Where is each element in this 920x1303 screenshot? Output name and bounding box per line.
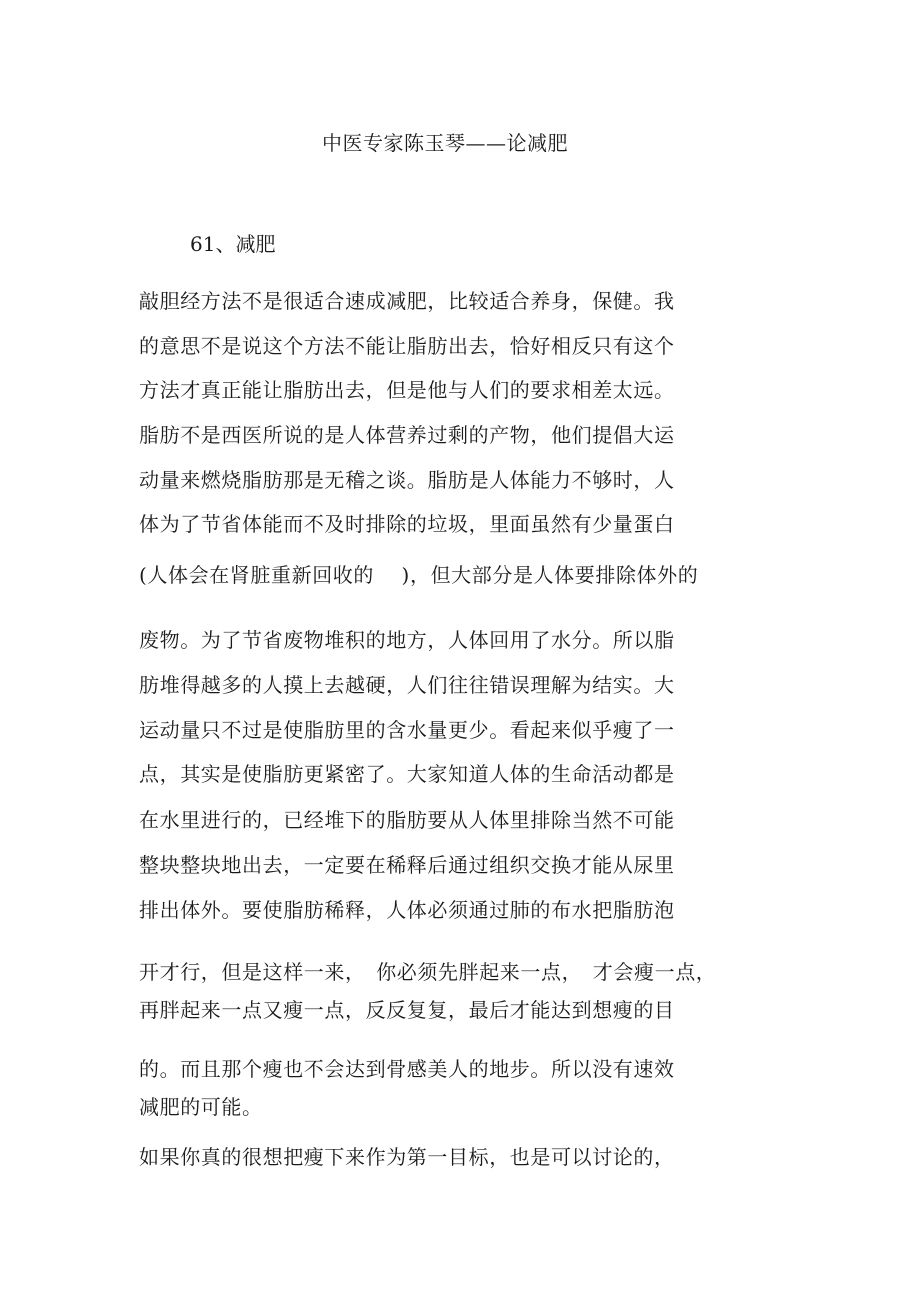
body-text-line: 动量来燃烧脂肪那是无稽之谈。脂肪是人体能力不够时，人 [139,468,675,492]
body-text-line: 脂肪不是西医所说的是人体营养过剩的产物，他们提倡大运 [139,423,675,447]
body-text-line: 开才行，但是这样一来， 你必须先胖起来一点， 才会瘦一点， [139,960,717,984]
body-text-line: 肪堆得越多的人摸上去越硬，人们往往错误理解为结实。大 [139,673,675,697]
body-text-line: 点，其实是使脂肪更紧密了。大家知道人体的生命活动都是 [139,762,675,786]
document-title: 中医专家陈玉琴——论减肥 [322,131,568,155]
body-text-line: 方法才真正能让脂肪出去，但是他与人们的要求相差太远。 [139,378,675,402]
body-text-line: 废物。为了节省废物堆积的地方，人体回用了水分。所以脂 [139,628,675,652]
body-text-line: 排出体外。要使脂肪稀释，人体必须通过肺的布水把脂肪泡 [139,898,675,922]
body-text-line: (人体会在肾脏重新回收的 )，但大部分是人体要排除体外的 [139,563,699,587]
body-text-line: 体为了节省体能而不及时排除的垃圾，里面虽然有少量蛋白 [139,512,675,536]
body-text-line: 的。而且那个瘦也不会达到骨感美人的地步。所以没有速效 [139,1057,675,1081]
section-heading: 61、减肥 [190,232,276,256]
body-text-line: 如果你真的很想把瘦下来作为第一目标，也是可以讨论的， [139,1145,675,1169]
body-text-line: 运动量只不过是使脂肪里的含水量更少。看起来似乎瘦了一 [139,718,675,742]
body-text-line: 的意思不是说这个方法不能让脂肪出去，恰好相反只有这个 [139,334,675,358]
body-text-line: 再胖起来一点又瘦一点，反反复复，最后才能达到想瘦的目 [139,998,675,1022]
body-text-line: 在水里进行的，已经堆下的脂肪要从人体里排除当然不可能 [139,808,675,832]
body-text-line: 整块整块地出去，一定要在稀释后通过组织交换才能从尿里 [139,853,675,877]
body-text-line: 敲胆经方法不是很适合速成减肥，比较适合养身，保健。我 [139,289,675,313]
body-text-line: 减肥的可能。 [139,1095,263,1119]
